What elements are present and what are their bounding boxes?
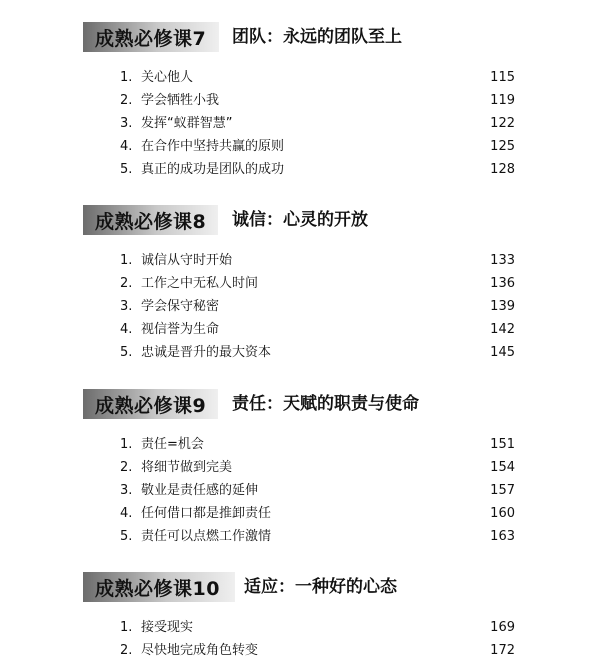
entry-page-number: 136 — [490, 276, 515, 291]
entry-number: 2. — [120, 460, 133, 475]
entry-label: 发挥“蚁群智慧” — [141, 116, 233, 131]
entry-page-number: 163 — [490, 529, 515, 544]
entry-page-number: 122 — [490, 116, 515, 131]
entry-page-number: 172 — [490, 643, 515, 658]
entry-label: 关心他人 — [141, 70, 194, 85]
entry-label: 真正的成功是团队的成功 — [141, 162, 285, 177]
toc-entry[interactable] — [0, 135, 600, 158]
entry-label: 敬业是责任感的延伸 — [141, 483, 259, 498]
entry-label: 学会保守秘密 — [141, 299, 220, 314]
toc-entry[interactable] — [0, 89, 600, 112]
chapter-section — [0, 205, 600, 360]
entry-number: 1. — [120, 253, 133, 268]
entry-page-number: 145 — [490, 345, 515, 360]
entry-label: 学会牺牲小我 — [141, 93, 220, 108]
entry-number: 1. — [120, 437, 133, 452]
chapter-section — [0, 22, 600, 177]
chapter-header — [0, 572, 600, 602]
chapter-badge-label: 成熟必修课7 — [95, 27, 207, 50]
entry-page-number: 139 — [490, 299, 515, 314]
entry-number: 2. — [120, 276, 133, 291]
entry-number: 5. — [120, 162, 133, 177]
chapter-header — [0, 205, 600, 235]
toc-entry[interactable] — [0, 433, 600, 456]
entry-label: 责任可以点燃工作激情 — [141, 529, 272, 544]
entry-label: 接受现实 — [141, 620, 194, 635]
entry-number: 5. — [120, 529, 133, 544]
entry-page-number: 142 — [490, 322, 515, 337]
chapter-badge — [83, 22, 219, 52]
entry-number: 5. — [120, 345, 133, 360]
entry-number: 2. — [120, 643, 133, 658]
entry-page-number: 119 — [490, 93, 515, 108]
entry-number: 4. — [120, 322, 133, 337]
toc-entry[interactable] — [0, 318, 600, 341]
entry-page-number: 154 — [490, 460, 515, 475]
entry-label: 视信誉为生命 — [141, 322, 220, 337]
entry-page-number: 128 — [490, 162, 515, 177]
entry-number: 1. — [120, 620, 133, 635]
entry-number: 1. — [120, 70, 133, 85]
toc-entry[interactable] — [0, 249, 600, 272]
entry-page-number: 133 — [490, 253, 515, 268]
entry-number: 4. — [120, 506, 133, 521]
chapter-title: 诚信：心灵的开放 — [232, 210, 368, 230]
toc-entry[interactable] — [0, 456, 600, 479]
chapter-section — [0, 389, 600, 544]
chapter-title: 团队：永远的团队至上 — [232, 27, 402, 47]
entry-label: 诚信从守时开始 — [141, 253, 233, 268]
toc-entry[interactable] — [0, 341, 600, 364]
toc-entry[interactable] — [0, 272, 600, 295]
chapter-header — [0, 22, 600, 52]
entry-page-number: 125 — [490, 139, 515, 154]
toc-entry[interactable] — [0, 616, 600, 639]
toc-entry[interactable] — [0, 525, 600, 548]
entry-number: 4. — [120, 139, 133, 154]
toc-entry[interactable] — [0, 639, 600, 662]
chapter-badge-label: 成熟必修课10 — [95, 577, 220, 600]
chapter-badge — [83, 205, 218, 235]
toc-entry[interactable] — [0, 66, 600, 89]
toc-entry[interactable] — [0, 158, 600, 181]
toc-entry[interactable] — [0, 295, 600, 318]
entry-label: 任何借口都是推卸责任 — [141, 506, 272, 521]
entry-page-number: 157 — [490, 483, 515, 498]
toc-entry[interactable] — [0, 479, 600, 502]
entry-label: 在合作中坚持共赢的原则 — [141, 139, 285, 154]
entry-page-number: 115 — [490, 70, 515, 85]
chapter-title: 责任：天赋的职责与使命 — [232, 394, 419, 414]
entry-label: 忠诚是晋升的最大资本 — [141, 345, 272, 360]
toc-entry[interactable] — [0, 502, 600, 525]
chapter-badge — [83, 389, 218, 419]
entry-label: 工作之中无私人时间 — [141, 276, 259, 291]
entry-label: 尽快地完成角色转变 — [141, 643, 259, 658]
chapter-section — [0, 572, 600, 658]
chapter-header — [0, 389, 600, 419]
toc-entry[interactable] — [0, 112, 600, 135]
entry-number: 3. — [120, 483, 133, 498]
entry-label: 责任=机会 — [141, 437, 204, 452]
chapter-badge — [83, 572, 235, 602]
chapter-title: 适应：一种好的心态 — [244, 577, 397, 597]
entry-page-number: 151 — [490, 437, 515, 452]
entry-number: 3. — [120, 299, 133, 314]
entry-page-number: 160 — [490, 506, 515, 521]
entry-label: 将细节做到完美 — [141, 460, 233, 475]
entry-number: 2. — [120, 93, 133, 108]
chapter-badge-label: 成熟必修课9 — [95, 394, 207, 417]
entry-page-number: 169 — [490, 620, 515, 635]
chapter-badge-label: 成熟必修课8 — [95, 210, 207, 233]
entry-number: 3. — [120, 116, 133, 131]
